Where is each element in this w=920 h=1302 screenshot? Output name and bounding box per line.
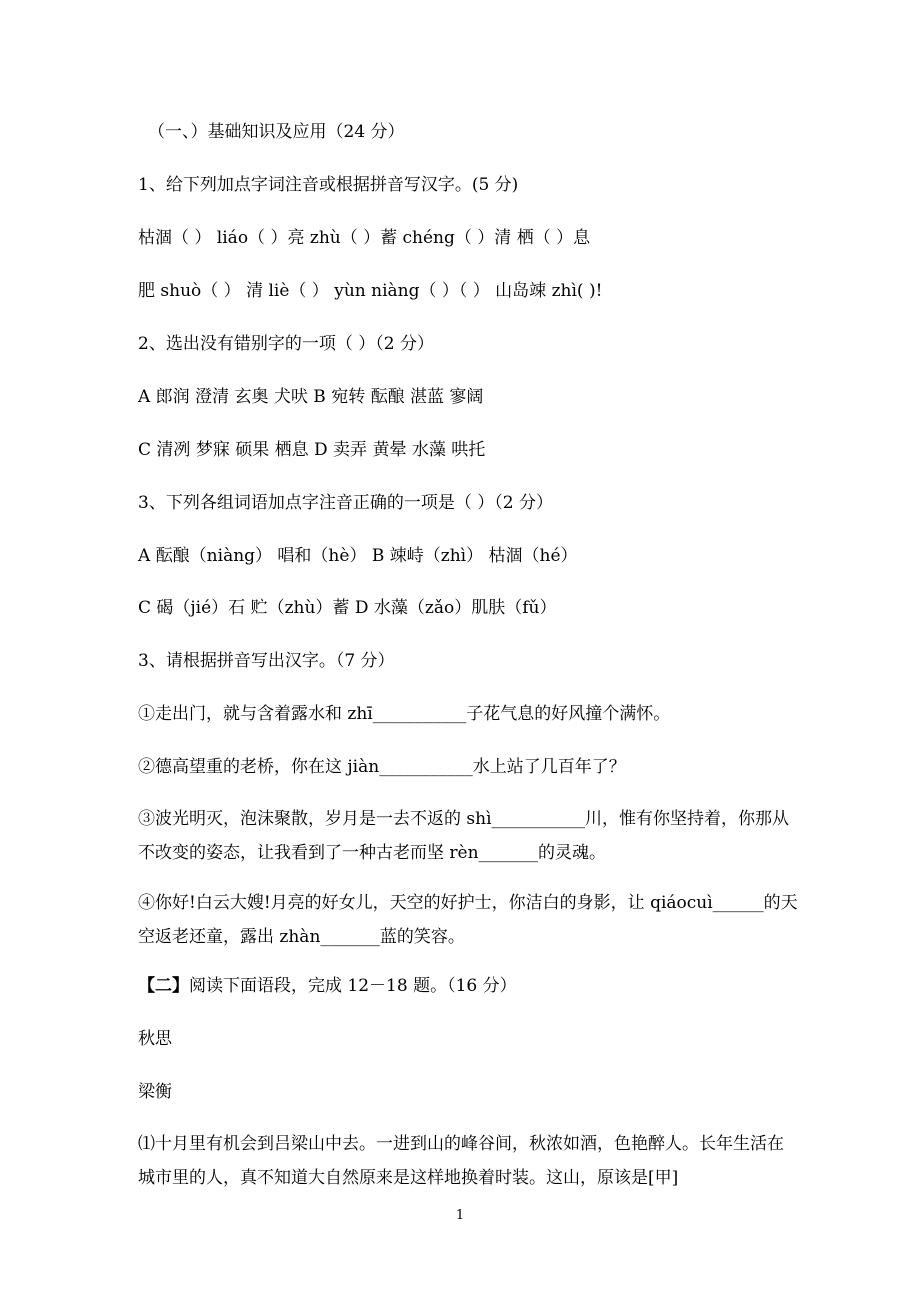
q4-item4: ④你好!白云大嫂!月亮的好女儿，天空的好护士，你洁白的身影，让 qiáocuì______的天空返老还童，露出 zhàn_______蓝的笑容。 — [138, 893, 798, 947]
q2-options-cd: C 清冽 梦寐 硕果 栖息 D 卖弄 黄晕 水藻 哄托 — [138, 440, 486, 460]
q1-line2: 肥 shuò（ ） 清 liè（ ） yùn niàng（ ）（ ） 山岛竦 zhì( )! — [138, 281, 603, 301]
section2-heading-text: 阅读下面语段，完成 12－18 题。（16 分） — [189, 976, 517, 996]
q1-line1: 枯涸（ ） liáo（ ）亮 zhù（ ）蓄 chéng（ ）清 栖（ ）息 — [138, 228, 591, 248]
q3-options-cd: C 碣（jié）石 贮（zhù）蓄 D 水藻（zǎo）肌肤（fǔ） — [138, 598, 557, 618]
section2-heading-bracket: 【二】 — [138, 976, 189, 996]
q3-title: 3、下列各组词语加点字注音正确的一项是（ ）（2 分） — [138, 493, 553, 513]
section2-heading — [138, 975, 798, 997]
article-paragraph-1: ⑴十月里有机会到吕梁山中去。一进到山的峰谷间，秋浓如酒，色艳醉人。长年生活在城市里的人，真不知道大自然原来是这样地换着时装。这山，原该是[甲] — [138, 1134, 784, 1188]
q3-options-ab: A 酝酿（niàng） 唱和（hè） B 竦峙（zhì） 枯涸（hé） — [138, 546, 578, 566]
article-title: 秋思 — [138, 1029, 172, 1049]
article-author: 梁衡 — [138, 1082, 172, 1102]
q4-title: 3、请根据拼音写出汉字。（7 分） — [138, 651, 395, 671]
page-number: 1 — [455, 1208, 465, 1223]
q1-title: 1、给下列加点字词注音或根据拼音写汉字。(5 分) — [138, 175, 519, 195]
q4-item3: ③波光明灭，泡沫聚散，岁月是一去不返的 shì___________川，惟有你坚持着，你那从不改变的姿态，让我看到了一种古老而坚 rèn_______的灵魂。 — [138, 809, 790, 863]
q4-item2: ②德高望重的老桥，你在这 jiàn___________水上站了几百年了？ — [138, 757, 626, 777]
q2-title: 2、选出没有错别字的一项（ ）（2 分） — [138, 334, 434, 354]
q4-item1: ①走出门，就与含着露水和 zhī___________子花气息的好风撞个满怀。 — [138, 704, 671, 724]
q2-options-ab: A 郎润 澄清 玄奥 犬吠 B 宛转 酝酿 湛蓝 寥阔 — [138, 387, 484, 407]
section1-heading: （一、）基础知识及应用（24 分） — [148, 122, 405, 142]
